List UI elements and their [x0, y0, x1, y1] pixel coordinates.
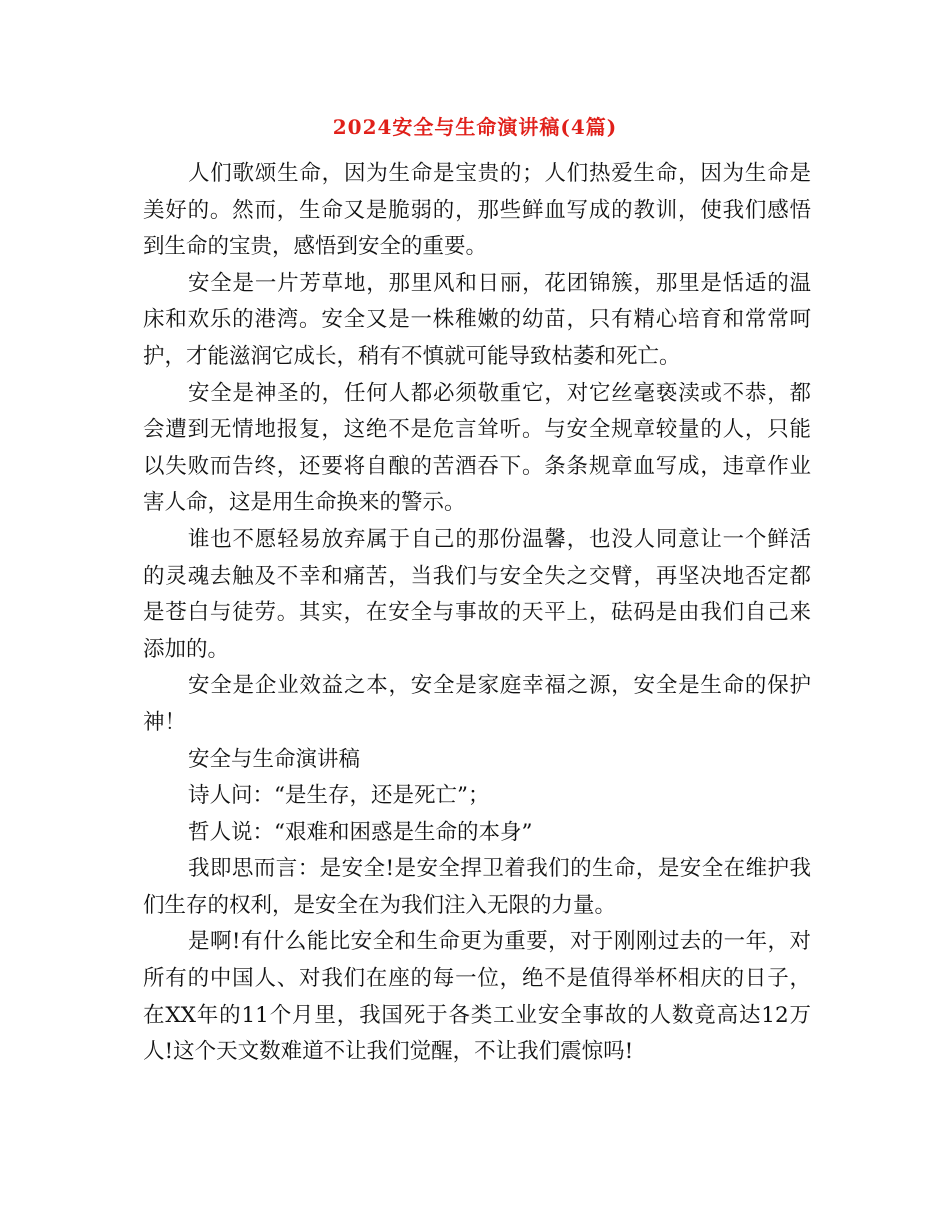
- document-body: [143, 156, 811, 1071]
- paragraph-line: 会遭到无情地报复，这绝不是危言耸听。与安全规章较量的人，只能: [143, 417, 811, 443]
- paragraph: [143, 522, 811, 668]
- paragraph-line: 安全与生命演讲稿: [188, 746, 361, 772]
- paragraph: [143, 156, 811, 266]
- paragraph-line: 安全是一片芳草地，那里风和日丽，花团锦簇，那里是恬适的温: [188, 270, 811, 296]
- paragraph-line: 护，才能滋润它成长，稍有不慎就可能导致枯萎和死亡。: [143, 343, 681, 369]
- paragraph-line: 添加的。: [143, 636, 230, 662]
- document-title: 2024安全与生命演讲稿(4篇): [332, 115, 618, 139]
- paragraph-line: 是苍白与徒劳。其实，在安全与事故的天平上，砝码是由我们自己来: [143, 600, 811, 626]
- paragraph-line: 人们歌颂生命，因为生命是宝贵的；人们热爱生命，因为生命是: [188, 161, 811, 186]
- paragraph: [143, 815, 811, 852]
- paragraph-line: 床和欢乐的港湾。安全又是一株稚嫩的幼苗，只有精心培育和常常呵: [143, 307, 811, 333]
- paragraph-line: 们生存的权利，是安全在为我们注入无限的力量。: [143, 892, 617, 918]
- paragraph: [143, 266, 811, 376]
- paragraph-line: 以失败而告终，还要将自酿的苦酒吞下。条条规章血写成，违章作业: [143, 453, 811, 479]
- paragraph-line: 人!这个天文数难道不让我们觉醒，不让我们震惊吗!: [143, 1039, 634, 1065]
- paragraph-line: 安全是企业效益之本，安全是家庭幸福之源，安全是生命的保护: [188, 673, 811, 699]
- paragraph-line: 安全是神圣的，任何人都必须敬重它，对它丝毫亵渎或不恭，都: [188, 380, 811, 406]
- paragraph: [143, 924, 811, 1070]
- paragraph-line: 是啊!有什么能比安全和生命更为重要，对于刚刚过去的一年，对: [188, 929, 811, 955]
- paragraph-line: 的灵魂去触及不幸和痛苦，当我们与安全失之交臂，再坚决地否定都: [143, 563, 811, 589]
- paragraph: [143, 851, 811, 924]
- paragraph: [143, 376, 811, 522]
- paragraph: [143, 668, 811, 741]
- paragraph-line: 所有的中国人、对我们在座的每一位，绝不是值得举杯相庆的日子，: [143, 966, 811, 992]
- paragraph: [143, 742, 811, 779]
- paragraph-line: 诗人问：“是生存，还是死亡”；: [188, 783, 490, 809]
- paragraph-line: 在XX年的11个月里，我国死于各类工业安全事故的人数竟高达12万: [143, 1002, 811, 1028]
- paragraph-line: 哲人说：“艰难和困惑是生命的本身”: [188, 819, 533, 845]
- paragraph-line: 我即思而言：是安全!是安全捍卫着我们的生命，是安全在维护我: [188, 856, 811, 882]
- paragraph-line: 神！: [143, 709, 187, 735]
- paragraph-line: 到生命的宝贵，感悟到安全的重要。: [143, 234, 488, 260]
- paragraph-line: 害人命，这是用生命换来的警示。: [143, 490, 466, 516]
- paragraph-line: 美好的。然而，生命又是脆弱的，那些鲜血写成的教训，使我们感悟: [143, 197, 811, 223]
- paragraph-line: 谁也不愿轻易放弃属于自己的那份温馨，也没人同意让一个鲜活: [188, 526, 811, 552]
- paragraph: [143, 778, 811, 815]
